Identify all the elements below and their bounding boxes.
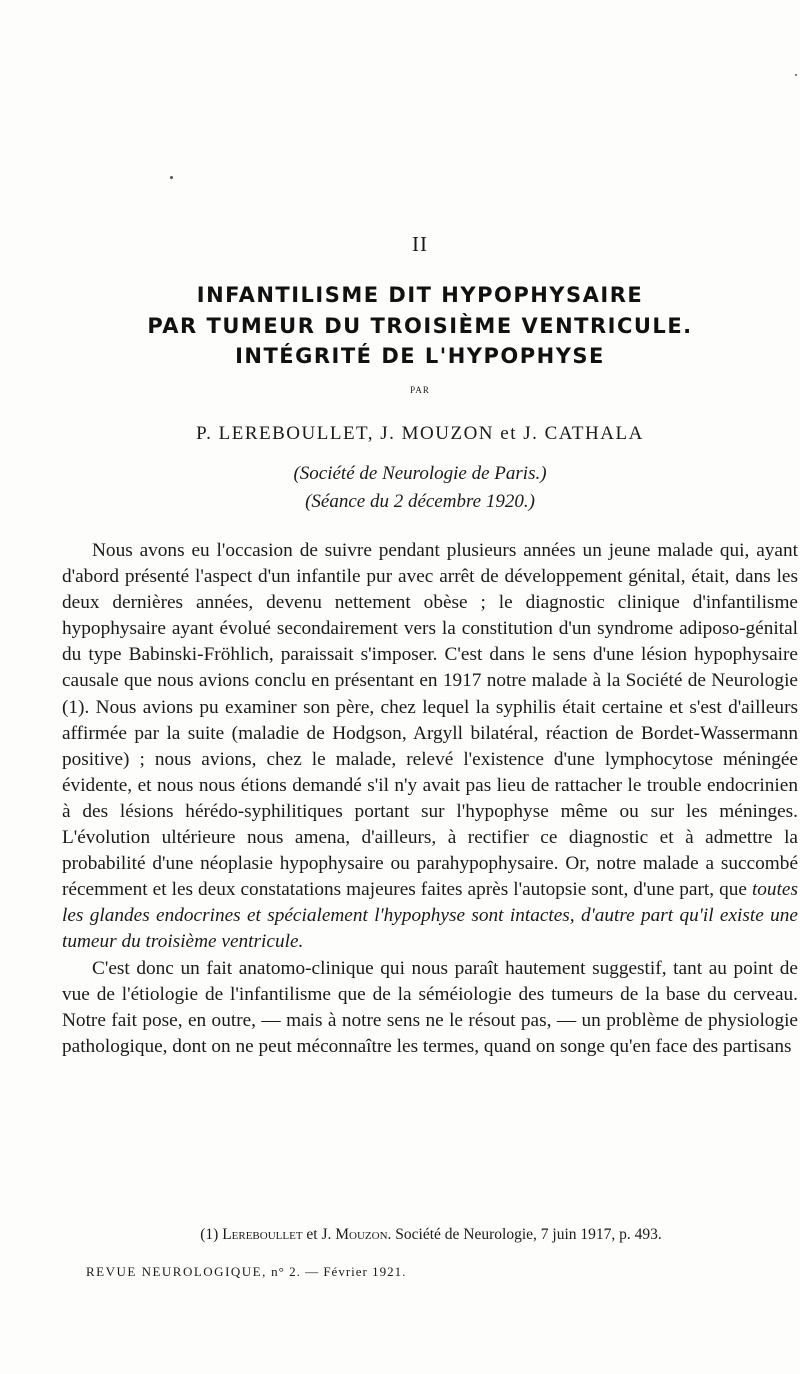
session-date: (Séance du 2 décembre 1920.) — [305, 491, 535, 512]
by-line-label: PAR — [410, 385, 430, 395]
footnote-author-2: Mouzon — [335, 1226, 388, 1243]
paragraph-1-text: Nous avons eu l'occasion de suivre pendant plusieurs années un jeune malade qui, ayant d'abord présenté l'aspect d'un infantile pur avec arrêt de développement génital, était, dans les deux dernières années, devenu nettement obèse ; le diagnostic clinique d'infantilisme hypophysaire ayant évolué secondairement vers la constitution d'un syndrome adiposo-génital du type Babinski-Fröhlich, paraissait s'imposer. C'est dans le sens d'une lésion hypophysaire causale que nous avions conclu en présentant en 1917 notre malade à la Société de Neurologie (1). Nous avions pu examiner son père, chez lequel la syphilis était certaine et s'est d'ailleurs affirmée par la suite (maladie de Hodgson, Argyll bilatéral, réaction de Bordet-Wassermann positive) ; nous avions, chez le malade, relevé l'existence d'une lymphocytose méningée évidente, et nous nous étions demandé s'il n'y avait pas lieu de rattacher le trouble endocrinien à des lésions hérédo-syphilitiques portant sur l'hypophyse même ou sur les méninges. L'évolution ultérieure nous amena, d'ailleurs, à rectifier ce diagnostic et à admettre la probabilité d'une néoplasie hypophysaire ou parahypophysaire. Or, notre malade a succombé récemment et les deux constatations majeures faites après l'autopsie sont, d'une part, que — [62, 540, 798, 901]
paragraph-2: C'est donc un fait anatomo-clinique qui nous paraît hautement suggestif, tant au point de vue de l'étiologie de l'infantilisme que de la séméiologie des tumeurs de la base du cerveau. Notre fait pose, en outre, — mais à notre sens ne le résout pas, — un problème de physiologie pathologique, dont on ne peut méconnaître les termes, quand on songe qu'en face des partisans — [62, 957, 798, 1057]
paragraph-1-italic: toutes les glandes endocrines et spécialement l'hypophyse sont intactes, d'autre part qu'il existe une tumeur du troisième ventricule. — [62, 879, 798, 953]
article-body — [62, 538, 798, 1060]
section-number: II — [412, 232, 428, 256]
journal-name: REVUE NEUROLOGIQUE, — [86, 1264, 267, 1279]
journal-issue: n° 2. — Février 1921. — [271, 1264, 407, 1279]
article-title-line-2: PAR TUMEUR DU TROISIÈME VENTRICULE. — [147, 314, 693, 338]
footnote-connector: et J. — [306, 1226, 332, 1243]
society-name: (Société de Neurologie de Paris.) — [293, 463, 547, 484]
article-title-line-1: INFANTILISME DIT HYPOPHYSAIRE — [196, 283, 644, 307]
article-title-line-3: INTÉGRITÉ DE L'HYPOPHYSE — [235, 344, 605, 368]
footnote-author-1: Lereboullet — [222, 1226, 303, 1243]
ink-speck — [170, 176, 173, 179]
paragraph-1 — [62, 538, 798, 956]
footnote-marker: (1) — [200, 1226, 219, 1243]
authors: P. LEREBOULLET, J. MOUZON et J. CATHALA — [196, 423, 644, 444]
ink-speck — [795, 74, 797, 76]
footnote-reference: . Société de Neurologie, 7 juin 1917, p. 493. — [387, 1226, 662, 1243]
footnote — [62, 1226, 800, 1244]
journal-footer — [86, 1264, 406, 1280]
